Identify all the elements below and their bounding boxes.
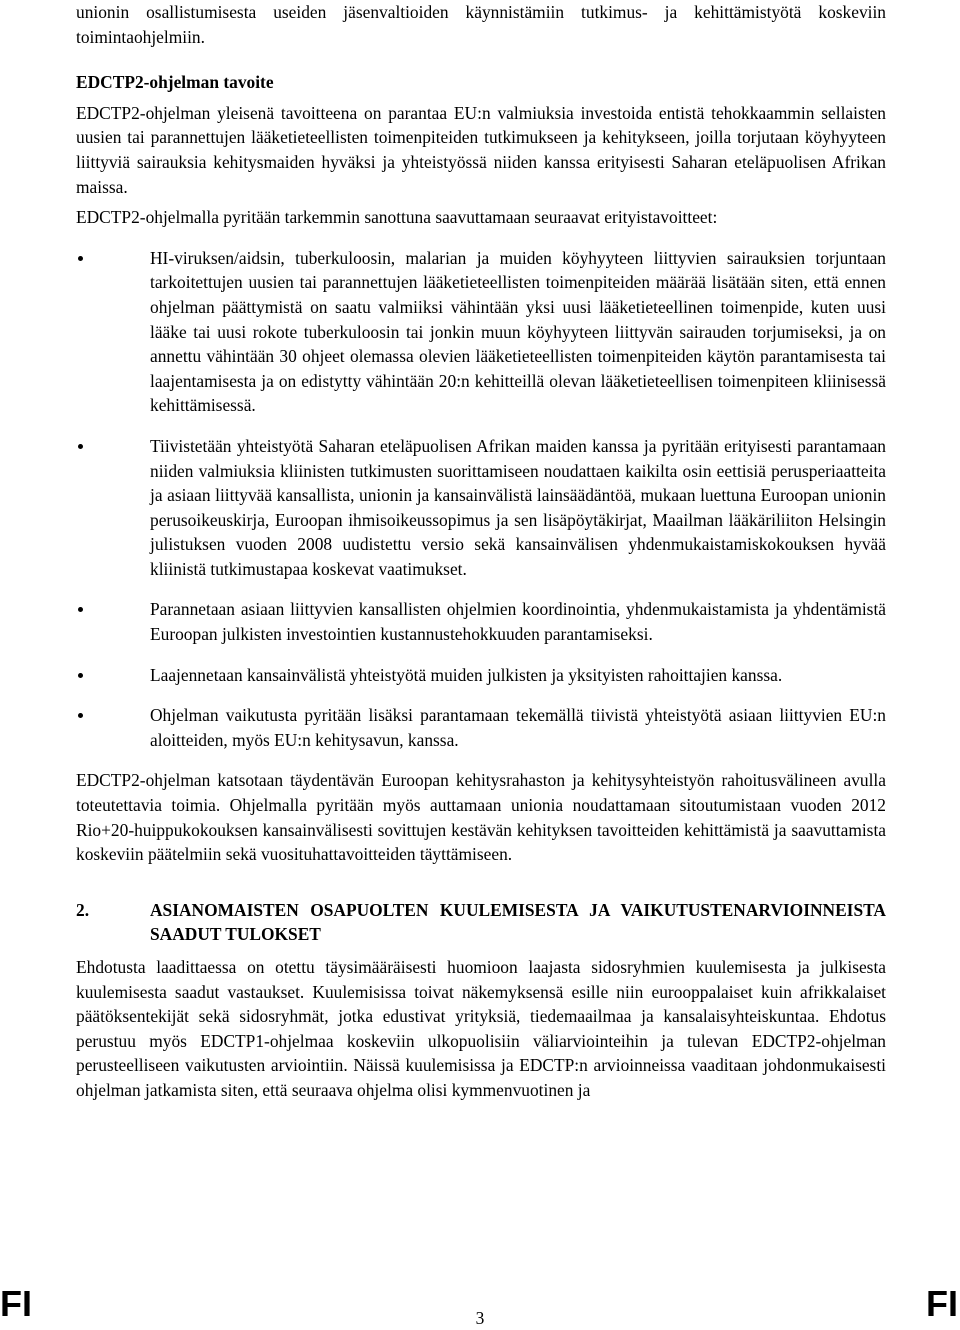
bullet-icon [78, 713, 83, 718]
numbered-section-heading [76, 898, 886, 947]
goal-paragraph: EDCTP2-ohjelman yleisenä tavoitteena on parantaa EU:n valmiuksia investoida entistä tehokkaammin sellaisten uusien tai parannettujen lääketieteellisten toimenpiteiden tutkimukseen ja kehitykseen, joilla torjutaan köyhyyteen liittyviä sairauksia kehitysmaiden hyväksi ja yhteistyössä niiden kanssa erityisesti Saharan eteläpuolisen Afrikan maissa. [76, 102, 886, 197]
page-number: 3 [475, 1308, 485, 1328]
section-number: 2. [76, 899, 90, 920]
list-item-text: Laajennetaan kansainvälistä yhteistyötä muiden julkisten ja yksityisten rahoittajien kanssa. [150, 664, 783, 685]
footer-language-label-left: FI [0, 1283, 32, 1324]
list-item [76, 703, 886, 752]
bullet-icon [78, 256, 83, 261]
list-item-text: Ohjelman vaikutusta pyritään lisäksi parantamaan tekemällä tiivistä yhteistyötä asiaan liittyvien EU:n aloitteiden, myös EU:n kehitysavun, kanssa. [150, 705, 886, 750]
consultation-paragraph: Ehdotusta laadittaessa on otettu täysimääräisesti huomioon laajasta sidosryhmien kuulemisesta ja julkisesta kuulemisesta saadut vastaukset. Kuulemisissa toivat näkemyksensä esille niin eurooppalaiset kuin afrikkalaiset päätöksentekijät sekä sidosryhmät, jotka edustivat yrityksiä, tiedemaailmaa ja kansalaisyhteiskuntaa. Ehdotus perustuu myös EDCTP1-ohjelmaa koskeviin ulkopuolisiin väliarviointeihin ja tulevan EDCTP2-ohjelman perusteelliseen vaikutusten arviointiin. Näissä kuulemisissa ja EDCTP:n arvioinneissa vaaditaan johdonmukaisesti ohjelman jatkamista siten, että seuraava ohjelma olisi kymmenvuotinen ja [76, 957, 886, 1100]
list-item-text: HI-viruksen/aidsin, tuberkuloosin, malarian ja muiden köyhyyteen liittyvien sairauksien torjuntaan tarkoitettujen uusien tai parannettujen lääketieteellisten toimenpiteiden määrää lisätään siten, että ennen ohjelman päättymistä on saatu valmiiksi vähintään yksi uusi lääketieteellinen toimenpide, kuten uusi lääke tai uusi rokote tuberkuloosin tai jonkin muun köyhyyteen liittyvän sairauden torjumiseksi, ja on annettu vähintään 30 ohjeet olemassa olevien lääketieteellisten toimenpiteiden käytön parantamisesta tai laajentamisesta ja on edistytty vähintään 20:n kehitteillä olevan lääketieteellisen toimenpiteen kliinisessä kehittämisessä. [150, 247, 886, 416]
bullet-icon [78, 444, 83, 449]
list-item-text: Tiivistetään yhteistyötä Saharan eteläpuolisen Afrikan maiden kanssa ja pyritään erityisesti parantamaan niiden valmiuksia kliinisten tutkimusten suorittamiseen noudattaen kaikilta osin eettisiä perusperiaatteita ja asiaan liittyvää kansallista, unionin ja kansainvälistä lainsäädäntöä, mukaan luettuna Euroopan unionin perusoikeuskirja, Euroopan ihmisoikeussopimus ja sen lisäpöytäkirjat, Maailman lääkäriliiton Helsingin julistuksen vuoden 2008 uudistettu versio sekä kansainvälisen yhdenmukaistamiskokouksen hyvää kliinistä tutkimustapaa koskevat vaatimukset. [150, 435, 886, 579]
list-item [76, 663, 886, 688]
list-item [76, 434, 886, 582]
bullet-icon [78, 673, 83, 678]
list-item [76, 246, 886, 418]
footer-language-label-right: FI [926, 1283, 958, 1324]
objectives-list [76, 246, 886, 753]
section-title: ASIANOMAISTEN OSAPUOLTEN KUULEMISESTA JA VAIKUTUSTENARVIOINNEISTA SAADUT TULOKSET [150, 899, 886, 945]
list-item [76, 597, 886, 646]
intro-paragraph-tail: unionin osallistumisesta useiden jäsenvaltioiden käynnistämiin tutkimus- ja kehittämistyötä koskeviin toimintaohjelmiin. [76, 2, 886, 47]
bullet-icon [78, 607, 83, 612]
section-heading: EDCTP2-ohjelman tavoite [76, 72, 274, 93]
list-item-text: Parannetaan asiaan liittyvien kansallisten ohjelmien koordinointia, yhdenmukaistamista ja yhdentämistä Euroopan julkisten investointien kustannustehokkuuden parantamiseksi. [150, 599, 886, 645]
complement-paragraph: EDCTP2-ohjelman katsotaan täydentävän Euroopan kehitysrahaston ja kehitysyhteistyön rahoitusvälineen avulla toteutettavia toimia. Ohjelmalla pyritään myös auttamaan unionia noudattamaan sitoutumistaan vuoden 2012 Rio+20-huippukokouksen kansainvälisesti sovittujen kestävän kehityksen tavoitteiden kehittämistä ja saavuttamista koskeviin päätelmiin sekä vuosituhattavoitteiden täyttämiseen. [76, 770, 886, 865]
objectives-intro-paragraph: EDCTP2-ohjelmalla pyritään tarkemmin sanottuna saavuttamaan seuraavat erityistavoitteet: [76, 207, 718, 228]
document-page [76, 0, 886, 1109]
